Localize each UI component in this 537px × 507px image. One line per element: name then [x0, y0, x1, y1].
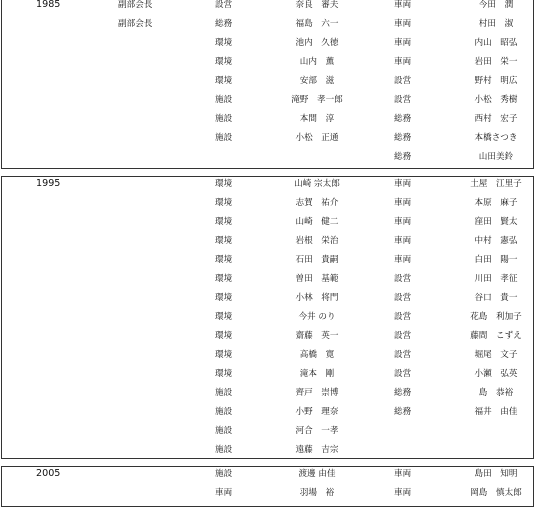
- table-row: [2, 405, 533, 424]
- name-cell: 島 恭裕: [478, 388, 514, 398]
- name-cell: 西村 宏子: [474, 114, 518, 124]
- dept-cell: 施設: [215, 133, 233, 143]
- dept-cell: 設営: [394, 76, 412, 86]
- dept-cell: 車両: [394, 488, 412, 498]
- dept-cell: 環境: [215, 76, 233, 86]
- table-row: [2, 177, 533, 196]
- dept-cell: 設営: [394, 312, 412, 322]
- table-row: [2, 329, 533, 348]
- name-cell: 土屋 江里子: [470, 179, 522, 189]
- dept-cell: 施設: [215, 407, 233, 417]
- name-cell: 齊戸 崇博: [295, 388, 339, 398]
- dept-cell: 施設: [215, 114, 233, 124]
- block-2005: [1, 466, 534, 507]
- dept-cell: 環境: [215, 198, 233, 208]
- dept-cell: 環境: [215, 217, 233, 227]
- dept-cell: 車両: [394, 469, 412, 479]
- table-row: [2, 272, 533, 291]
- table-row: [2, 424, 533, 443]
- name-cell: 野村 明広: [474, 76, 518, 86]
- name-cell: 今田 潤: [478, 0, 514, 10]
- name-cell: 小瀬 弘英: [474, 369, 518, 379]
- dept-cell: 環境: [215, 236, 233, 246]
- name-cell: 滝本 剛: [299, 369, 335, 379]
- name-cell: 山崎 健二: [295, 217, 339, 227]
- name-cell: 福井 由佳: [474, 407, 518, 417]
- block-1985: [1, 0, 534, 169]
- dept-cell: 環境: [215, 312, 233, 322]
- name-cell: 渡邊 由佳: [298, 469, 336, 479]
- name-cell: 高橋 寛: [299, 350, 335, 360]
- name-cell: 滝野 孝一郎: [291, 95, 343, 105]
- name-cell: 白田 陽一: [474, 255, 518, 265]
- dept-cell: 環境: [215, 274, 233, 284]
- dept-cell: 総務: [394, 407, 412, 417]
- table-row: [2, 467, 533, 486]
- table-row: [2, 150, 533, 169]
- name-cell: 村田 淑: [478, 19, 514, 29]
- dept-cell: 施設: [215, 445, 233, 455]
- table-row: [2, 55, 533, 74]
- dept-cell: 総務: [394, 114, 412, 124]
- name-cell: 岩根 栄治: [295, 236, 339, 246]
- year-label: 1985: [36, 0, 61, 10]
- dept-cell: 設営: [394, 293, 412, 303]
- table-row: [2, 196, 533, 215]
- role-cell: 副部会長: [118, 0, 153, 10]
- name-cell: 池内 久徳: [295, 38, 339, 48]
- name-cell: 奈良 審夫: [295, 0, 339, 10]
- dept-cell: 車両: [394, 255, 412, 265]
- year-label: 1995: [36, 178, 61, 189]
- dept-cell: 環境: [215, 350, 233, 360]
- dept-cell: 設営: [394, 95, 412, 105]
- dept-cell: 車両: [394, 179, 412, 189]
- table-row: [2, 112, 533, 131]
- dept-cell: 環境: [215, 57, 233, 67]
- name-cell: 安部 滋: [299, 76, 335, 86]
- name-cell: 石田 貴嗣: [295, 255, 339, 265]
- table-row: [2, 93, 533, 112]
- name-cell: 今井 のり: [298, 312, 336, 322]
- dept-cell: 設営: [394, 350, 412, 360]
- name-cell: 山崎 宗太郎: [294, 179, 340, 189]
- dept-cell: 総務: [394, 152, 412, 162]
- dept-cell: 総務: [394, 133, 412, 143]
- dept-cell: 施設: [215, 95, 233, 105]
- dept-cell: 環境: [215, 369, 233, 379]
- name-cell: 小林 将門: [295, 293, 339, 303]
- dept-cell: 車両: [215, 488, 233, 498]
- dept-cell: 車両: [394, 0, 412, 10]
- table-row: [2, 74, 533, 93]
- dept-cell: 車両: [394, 38, 412, 48]
- table-row: [2, 215, 533, 234]
- role-cell: 副部会長: [118, 19, 153, 29]
- dept-cell: 環境: [215, 293, 233, 303]
- name-cell: 中村 憲弘: [474, 236, 518, 246]
- table-row: [2, 291, 533, 310]
- name-cell: 岩田 栄一: [474, 57, 518, 67]
- name-cell: 島田 知明: [474, 469, 518, 479]
- name-cell: 本間 淳: [299, 114, 335, 124]
- table-row: [2, 234, 533, 253]
- name-cell: 小野 理奈: [295, 407, 339, 417]
- dept-cell: 環境: [215, 331, 233, 341]
- year-label: 2005: [36, 468, 61, 479]
- table-row: [2, 0, 533, 17]
- name-cell: 羽場 裕: [299, 488, 335, 498]
- table-row: [2, 486, 533, 505]
- name-cell: 藤間 こずえ: [470, 331, 522, 341]
- dept-cell: 設営: [394, 274, 412, 284]
- name-cell: 齋藤 英一: [295, 331, 339, 341]
- name-cell: 窪田 賢太: [474, 217, 518, 227]
- dept-cell: 施設: [215, 388, 233, 398]
- table-row: [2, 386, 533, 405]
- dept-cell: 設営: [394, 331, 412, 341]
- name-cell: 内山 昭弘: [474, 38, 518, 48]
- name-cell: 堀尾 文子: [474, 350, 518, 360]
- name-cell: 福島 六一: [295, 19, 339, 29]
- dept-cell: 設営: [394, 369, 412, 379]
- dept-cell: 車両: [394, 198, 412, 208]
- dept-cell: 環境: [215, 179, 233, 189]
- name-cell: 本原 麻子: [474, 198, 518, 208]
- name-cell: 遠藤 吉宗: [295, 445, 339, 455]
- dept-cell: 車両: [394, 57, 412, 67]
- name-cell: 志賀 祐介: [295, 198, 339, 208]
- table-row: [2, 253, 533, 272]
- dept-cell: 施設: [215, 426, 233, 436]
- dept-cell: 設営: [215, 0, 233, 10]
- name-cell: 谷口 貴一: [474, 293, 518, 303]
- dept-cell: 総務: [394, 388, 412, 398]
- table-row: [2, 36, 533, 55]
- dept-cell: 車両: [394, 236, 412, 246]
- name-cell: 川田 孝征: [474, 274, 518, 284]
- name-cell: 山田美鈴: [478, 152, 514, 162]
- name-cell: 曽田 基範: [295, 274, 339, 284]
- dept-cell: 車両: [394, 217, 412, 227]
- dept-cell: 総務: [215, 19, 233, 29]
- name-cell: 山内 薫: [299, 57, 335, 67]
- name-cell: 河合 一孝: [295, 426, 339, 436]
- table-row: [2, 17, 533, 36]
- name-cell: 本橋さつき: [474, 133, 518, 143]
- table-row: [2, 310, 533, 329]
- block-1995: [1, 176, 534, 459]
- name-cell: 小松 秀樹: [474, 95, 518, 105]
- dept-cell: 車両: [394, 19, 412, 29]
- dept-cell: 施設: [215, 469, 233, 479]
- name-cell: 岡島 慎太郎: [470, 488, 522, 498]
- name-cell: 小松 正通: [295, 133, 339, 143]
- name-cell: 花島 利加子: [470, 312, 522, 322]
- dept-cell: 環境: [215, 38, 233, 48]
- table-row: [2, 367, 533, 386]
- table-row: [2, 131, 533, 150]
- table-row: [2, 443, 533, 462]
- dept-cell: 環境: [215, 255, 233, 265]
- table-row: [2, 348, 533, 367]
